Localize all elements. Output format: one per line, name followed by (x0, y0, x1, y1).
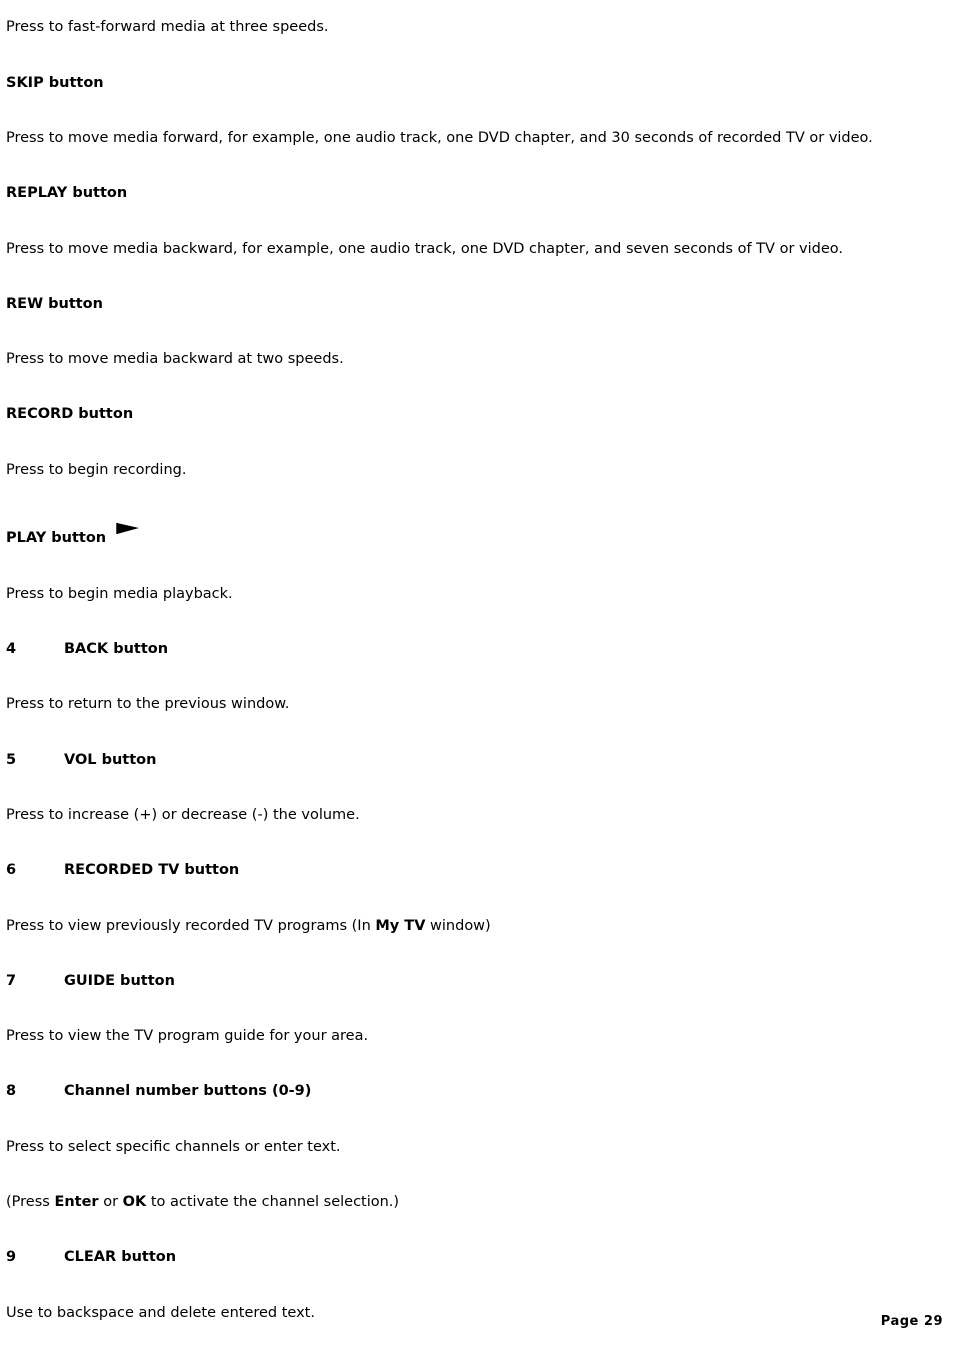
play-heading-row (6, 528, 140, 548)
text-run: (Press (6, 1194, 55, 1210)
vol-heading-row (6, 750, 156, 770)
replay-heading: REPLAY button (6, 185, 128, 201)
text-run: Press to view previously recorded TV programs (In (6, 918, 376, 934)
rew-description: Press to move media backward at two speeds. (6, 351, 344, 367)
record-description: Press to begin recording. (6, 462, 187, 478)
channel-description: Press to select specific channels or enter text. (6, 1139, 341, 1155)
text-run: to activate the channel selection.) (146, 1194, 400, 1210)
text-run: window) (425, 918, 491, 934)
recorded-tv-heading: RECORDED TV button (64, 862, 240, 878)
back-heading-row (6, 639, 168, 659)
play-description: Press to begin media playback. (6, 586, 233, 602)
guide-heading-row (6, 971, 175, 991)
my-tv-term: My TV (375, 918, 426, 934)
channel-heading: Channel number buttons (0-9) (64, 1083, 312, 1099)
clear-description: Use to backspace and delete entered text. (6, 1305, 315, 1321)
channel-heading-row (6, 1081, 311, 1101)
clear-heading: CLEAR button (64, 1249, 177, 1265)
skip-heading: SKIP button (6, 75, 104, 91)
recorded-tv-heading-row (6, 860, 239, 880)
ok-term: OK (122, 1194, 147, 1210)
item-number: 4 (6, 641, 17, 657)
skip-description: Press to move media forward, for example, one audio track, one DVD chapter, and 30 seconds of recorded TV or video. (6, 130, 873, 146)
record-heading: RECORD button (6, 406, 134, 422)
text-run: or (98, 1194, 123, 1210)
play-arrow-icon (116, 522, 140, 542)
vol-heading: VOL button (64, 752, 157, 768)
item-number: 8 (6, 1083, 17, 1099)
play-heading: PLAY button (6, 530, 107, 546)
vol-description: Press to increase (+) or decrease (-) the volume. (6, 807, 360, 823)
back-heading: BACK button (64, 641, 169, 657)
guide-description: Press to view the TV program guide for your area. (6, 1028, 369, 1044)
item-number: 7 (6, 973, 17, 989)
channel-note (6, 1192, 399, 1212)
back-description: Press to return to the previous window. (6, 696, 290, 712)
clear-heading-row (6, 1247, 176, 1267)
replay-description: Press to move media backward, for example, one audio track, one DVD chapter, and seven seconds of TV or video. (6, 241, 843, 257)
item-number: 9 (6, 1249, 17, 1265)
item-number: 5 (6, 752, 17, 768)
enter-term: Enter (54, 1194, 99, 1210)
recorded-tv-description (6, 916, 491, 936)
item-number: 6 (6, 862, 17, 878)
ff-description: Press to fast-forward media at three speeds. (6, 19, 329, 35)
page-number: Page 29 (880, 1314, 943, 1329)
guide-heading: GUIDE button (64, 973, 175, 989)
rew-heading: REW button (6, 296, 103, 312)
